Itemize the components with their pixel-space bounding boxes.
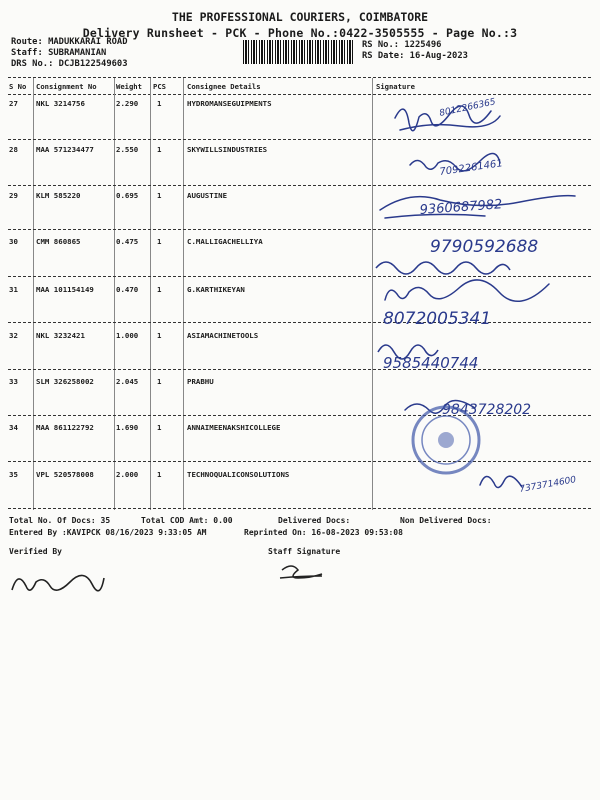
total-docs: Total No. Of Docs: 35 bbox=[9, 516, 111, 525]
signature-scribble bbox=[480, 476, 522, 487]
th-sno: S No bbox=[9, 82, 27, 91]
total-cod: Total COD Amt: 0.00 bbox=[141, 516, 233, 525]
row-sno: 35 bbox=[9, 470, 18, 479]
non-delivered-docs: Non Delivered Docs: bbox=[400, 516, 492, 525]
row-sno: 31 bbox=[9, 285, 18, 294]
row-sno: 29 bbox=[9, 191, 18, 200]
row-sno: 32 bbox=[9, 331, 18, 340]
signature-scribble bbox=[385, 280, 549, 301]
row-consignment: NKL 3232421 bbox=[36, 331, 85, 340]
th-consignee: Consignee Details bbox=[187, 82, 261, 91]
signature-scribble bbox=[376, 262, 510, 274]
row-weight: 0.695 bbox=[116, 191, 139, 200]
row-consignment: SLM 326258002 bbox=[36, 377, 94, 386]
row-weight: 0.470 bbox=[116, 285, 139, 294]
row-consignment: VPL 520578008 bbox=[36, 470, 94, 479]
reprinted-on: Reprinted On: 16-08-2023 09:53:08 bbox=[244, 528, 403, 537]
row-consignee: G.KARTHIKEYAN bbox=[187, 285, 245, 294]
row-weight: 2.045 bbox=[116, 377, 139, 386]
row-sno: 33 bbox=[9, 377, 18, 386]
verified-by-label: Verified By bbox=[9, 547, 62, 556]
row-sig-text: 9360687982 bbox=[419, 197, 503, 218]
row-pcs: 1 bbox=[157, 99, 162, 108]
row-pcs: 1 bbox=[157, 285, 162, 294]
row-pcs: 1 bbox=[157, 470, 162, 479]
row-weight: 1.690 bbox=[116, 423, 139, 432]
row-sig-text: 9843728202 bbox=[442, 402, 532, 418]
row-pcs: 1 bbox=[157, 423, 162, 432]
row-weight: 2.290 bbox=[116, 99, 139, 108]
row-weight: 1.000 bbox=[116, 331, 139, 340]
staff-signature-label: Staff Signature bbox=[268, 547, 341, 556]
row-consignment: MAA 101154149 bbox=[36, 285, 94, 294]
drs-label: DRS No.: DCJB122549603 bbox=[11, 59, 128, 69]
row-pcs: 1 bbox=[157, 331, 162, 340]
row-sno: 30 bbox=[9, 237, 18, 246]
row-sig-text: 7373714600 bbox=[518, 475, 577, 495]
row-consignee: ASIAMACHINETOOLS bbox=[187, 331, 259, 340]
row-consignment: KLM 585220 bbox=[36, 191, 81, 200]
row-consignee: ANNAIMEENAKSHICOLLEGE bbox=[187, 423, 281, 432]
row-pcs: 1 bbox=[157, 145, 162, 154]
row-sno: 34 bbox=[9, 423, 18, 432]
row-consignment: MAA 571234477 bbox=[36, 145, 94, 154]
row-pcs: 1 bbox=[157, 377, 162, 386]
rs-date: RS Date: 16-Aug-2023 bbox=[362, 51, 468, 61]
th-consignment: Consignment No bbox=[36, 82, 97, 91]
row-sig-text: 9585440744 bbox=[383, 354, 479, 372]
row-consignee: AUGUSTINE bbox=[187, 191, 228, 200]
row-pcs: 1 bbox=[157, 237, 162, 246]
row-consignee: HYDROMANSEGUIPMENTS bbox=[187, 99, 272, 108]
row-consignment: NKL 3214756 bbox=[36, 99, 85, 108]
entered-by: Entered By :KAVIPCK 08/16/2023 9:33:05 AM bbox=[9, 528, 207, 537]
row-sig-text: 8012266365 bbox=[438, 97, 497, 119]
delivered-docs: Delivered Docs: bbox=[278, 516, 351, 525]
th-weight: Weight bbox=[116, 82, 142, 91]
row-weight: 2.550 bbox=[116, 145, 139, 154]
row-weight: 2.000 bbox=[116, 470, 139, 479]
row-consignee: PRABHU bbox=[187, 377, 214, 386]
row-consignee: C.MALLIGACHELLIYA bbox=[187, 237, 263, 246]
row-sig-text: 8072005341 bbox=[383, 309, 492, 329]
row-sno: 28 bbox=[9, 145, 18, 154]
th-pcs: PCS bbox=[153, 82, 166, 91]
runsheet-subtitle: Delivery Runsheet - PCK - Phone No.:0422-3505555 - Page No.:3 bbox=[82, 26, 518, 40]
row-consignee: TECHNOQUALICONSOLUTIONS bbox=[187, 470, 290, 479]
rs-no: RS No.: 1225496 bbox=[362, 40, 442, 50]
staff-label: Staff: SUBRAMANIAN bbox=[11, 48, 107, 58]
th-signature: Signature bbox=[376, 82, 415, 91]
row-sig-text: 7092261461 bbox=[438, 158, 504, 178]
row-pcs: 1 bbox=[157, 191, 162, 200]
route-label: Route: MADUKKARAI ROAD bbox=[11, 37, 128, 47]
row-weight: 0.475 bbox=[116, 237, 139, 246]
staff-signature-scribble bbox=[280, 566, 322, 578]
row-sig-text: 9790592688 bbox=[430, 237, 539, 257]
row-consignment: MAA 861122792 bbox=[36, 423, 94, 432]
verified-signature bbox=[12, 575, 104, 590]
company-title: THE PROFESSIONAL COURIERS, COIMBATORE bbox=[171, 10, 429, 24]
row-consignment: CMM 860865 bbox=[36, 237, 81, 246]
row-sno: 27 bbox=[9, 99, 18, 108]
row-consignee: SKYWILLSINDUSTRIES bbox=[187, 145, 268, 154]
